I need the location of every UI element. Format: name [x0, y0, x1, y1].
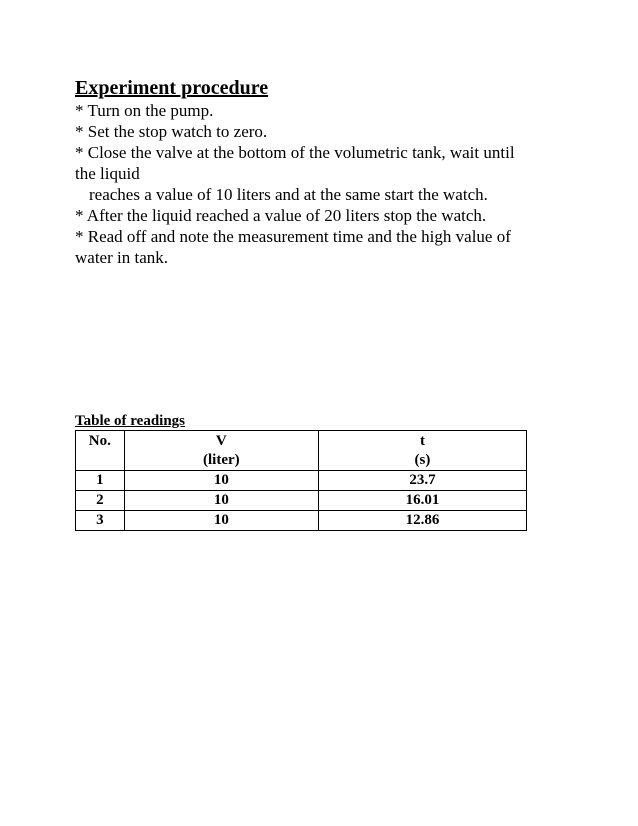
cell-volume: 10: [124, 471, 318, 491]
cell-time: 12.86: [318, 511, 526, 531]
cell-time: 16.01: [318, 491, 526, 511]
readings-table: [75, 430, 527, 531]
procedure-steps: [75, 100, 575, 268]
procedure-line: * Set the stop watch to zero.: [75, 122, 268, 141]
procedure-line: * Read off and note the measurement time and the high value of: [75, 227, 511, 246]
table-row: [76, 511, 527, 531]
header-no-label: No.: [88, 433, 111, 449]
header-volume-unit: (liter): [203, 452, 240, 468]
header-volume: [124, 431, 318, 471]
header-time-label: t: [419, 433, 425, 449]
cell-no: 1: [76, 471, 125, 491]
section-heading: Experiment procedure: [75, 77, 269, 99]
table-title: Table of readings: [75, 413, 186, 429]
table-row: [76, 491, 527, 511]
header-time-unit: (s): [414, 452, 431, 468]
procedure-line: * Close the valve at the bottom of the volumetric tank, wait until: [75, 143, 515, 162]
procedure-line: water in tank.: [75, 248, 168, 267]
table-header-row: [76, 431, 527, 471]
table-row: [76, 471, 527, 491]
cell-time: 23.7: [318, 471, 526, 491]
procedure-line: reaches a value of 10 liters and at the same start the watch.: [89, 185, 488, 204]
procedure-line: * Turn on the pump.: [75, 101, 214, 120]
header-volume-label: V: [215, 433, 227, 449]
cell-volume: 10: [124, 511, 318, 531]
cell-no: 3: [76, 511, 125, 531]
cell-volume: 10: [124, 491, 318, 511]
header-time: [318, 431, 526, 471]
procedure-line: the liquid: [75, 164, 140, 183]
cell-no: 2: [76, 491, 125, 511]
header-no: [76, 431, 125, 471]
procedure-line: * After the liquid reached a value of 20 liters stop the watch.: [75, 206, 487, 225]
